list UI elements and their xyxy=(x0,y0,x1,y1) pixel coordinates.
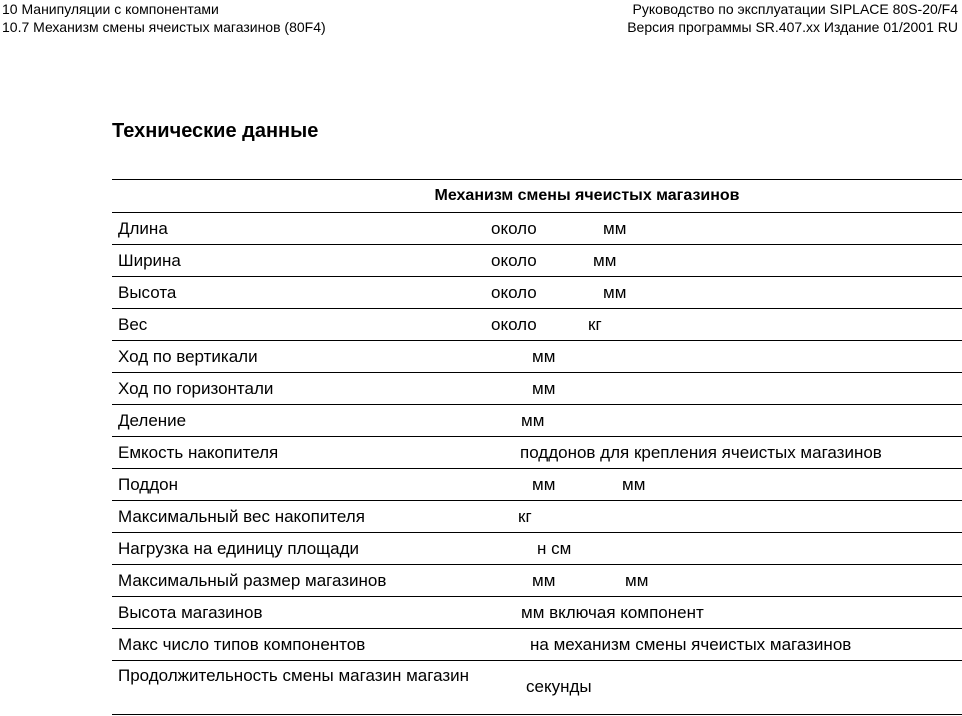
tech-data-table xyxy=(112,179,962,715)
table-row xyxy=(112,341,962,373)
row-label: Ход по горизонтали xyxy=(118,379,274,398)
row-label: Максимальный размер магазинов xyxy=(118,571,387,590)
running-header-right xyxy=(627,0,958,36)
row-label: Нагрузка на единицу площади xyxy=(118,539,360,558)
section-line: 10.7 Механизм смены ячеистых магазинов (80F4) xyxy=(2,19,326,35)
row-label: Поддон xyxy=(118,475,178,494)
row-unit: мм xyxy=(603,283,627,302)
row-unit: мм xyxy=(532,347,556,366)
chapter-line: 10 Манипуляции с компонентами xyxy=(2,1,219,17)
table-row xyxy=(112,501,962,533)
row-label: Высота xyxy=(118,283,177,302)
row-label: Длина xyxy=(118,219,168,238)
row-label: Максимальный вес накопителя xyxy=(118,507,365,526)
table-row xyxy=(112,277,962,309)
row-label: Высота магазинов xyxy=(118,603,263,622)
row-label: Ход по вертикали xyxy=(118,347,258,366)
manual-title-line: Руководство по эксплуатации SIPLACE 80S-20/F4 xyxy=(632,1,958,17)
row-value: около xyxy=(491,283,537,302)
row-unit: мм xyxy=(532,475,556,494)
row-unit: мм xyxy=(622,475,646,494)
row-unit: мм xyxy=(521,411,545,430)
table-row xyxy=(112,661,962,715)
table-row xyxy=(112,597,962,629)
row-label: Емкость накопителя xyxy=(118,443,279,462)
table-row xyxy=(112,213,962,245)
row-label: Ширина xyxy=(118,251,181,270)
row-value: около xyxy=(491,219,537,238)
row-unit: мм xyxy=(532,379,556,398)
row-value: около xyxy=(491,251,537,270)
row-label: Деление xyxy=(118,411,187,430)
row-unit: мм xyxy=(603,219,627,238)
table-heading: Механизм смены ячеистых магазинов xyxy=(112,180,962,213)
table-row xyxy=(112,309,962,341)
row-value: на механизм смены ячеистых магазинов xyxy=(530,635,852,654)
row-value: около xyxy=(491,315,537,334)
table-row xyxy=(112,405,962,437)
table-row xyxy=(112,469,962,501)
table-row xyxy=(112,437,962,469)
row-value: секунды xyxy=(526,677,592,696)
row-unit: мм xyxy=(532,571,556,590)
table-row xyxy=(112,629,962,661)
table-row xyxy=(112,245,962,277)
running-header-left xyxy=(2,0,326,36)
row-unit: мм xyxy=(593,251,617,270)
table-row xyxy=(112,565,962,597)
row-label: Макс число типов компонентов xyxy=(118,635,366,654)
version-line: Версия программы SR.407.xx Издание 01/2001 RU xyxy=(627,19,958,35)
row-unit: мм xyxy=(625,571,649,590)
row-unit: кг xyxy=(588,315,602,334)
table-row xyxy=(112,373,962,405)
row-value: мм включая компонент xyxy=(521,603,704,622)
row-value: поддонов для крепления ячеистых магазинов xyxy=(520,443,882,462)
row-unit: кг xyxy=(518,507,532,526)
row-unit: н см xyxy=(537,539,572,558)
row-label: Вес xyxy=(118,315,148,334)
page-title: Технические данные xyxy=(112,120,319,142)
row-label: Продолжительность смены магазин магазин xyxy=(118,666,470,685)
table-row xyxy=(112,533,962,565)
